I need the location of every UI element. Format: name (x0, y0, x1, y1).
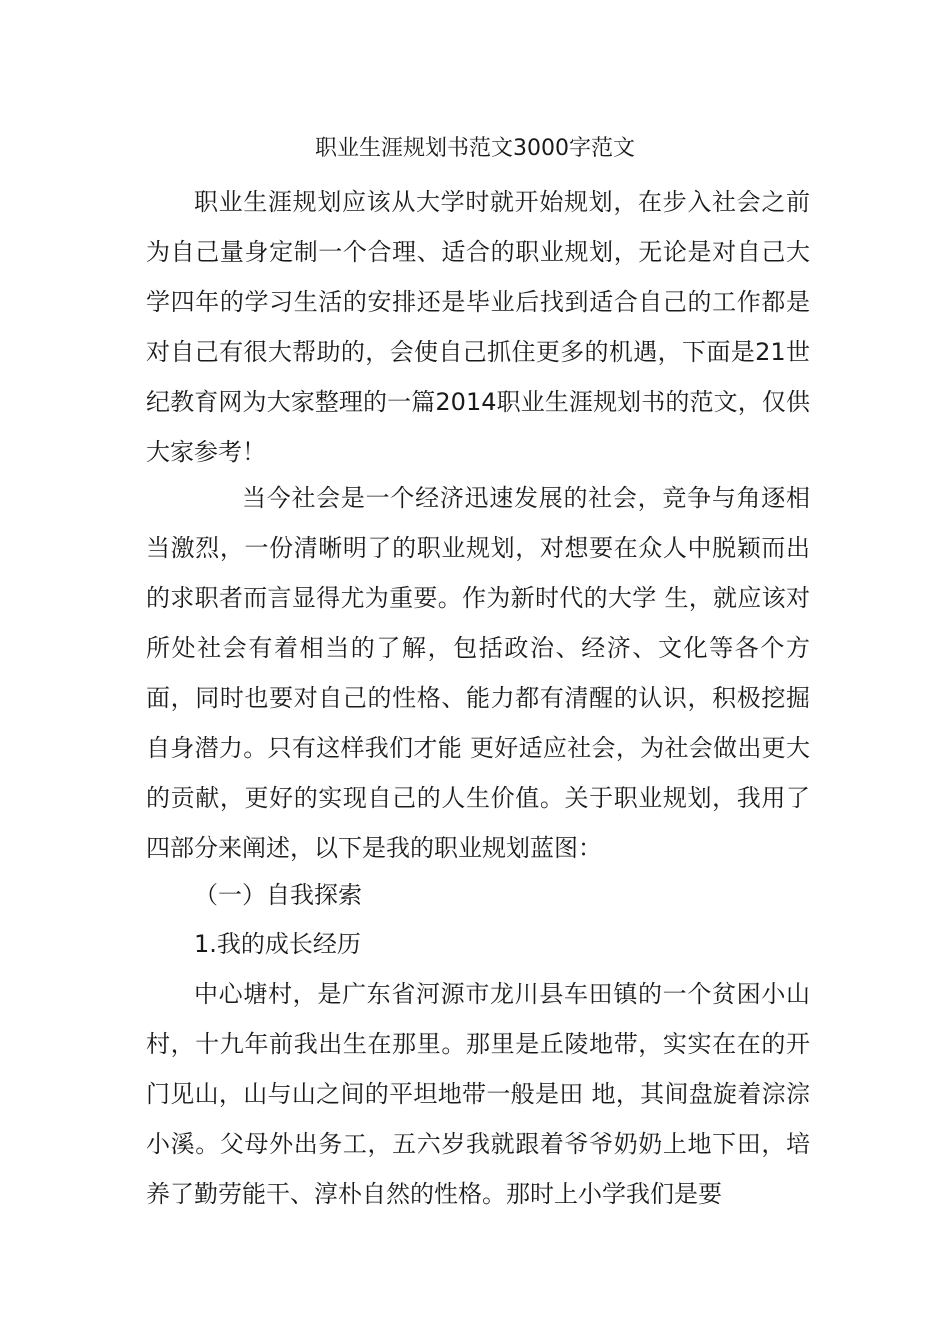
intro-paragraph: 职业生涯规划应该从大学时就开始规划，在步入社会之前为自己量身定制一个合理、适合的职业规划，无论是对自己大学四年的学习生活的安排还是毕业后找到适合自己的工作都是对自己有很大帮助的，会使自己抓住更多的机遇，下面是21世纪教育网为大家整理的一篇2014职业生涯规划书的范文，仅供大家参考！ (146, 188, 810, 466)
growth-paragraph: 中心塘村，是广东省河源市龙川县车田镇的一个贫困小山村，十九年前我出生在那里。那里是丘陵地带，实实在在的开门见山，山与山之间的平坦地带一般是田 地，其间盘旋着淙淙小溪。父母外出务工，五六岁我就跟着爷爷奶奶上地下田，培养了勤劳能干、淳朴自然的性格。那时上小学我们是要 (146, 980, 810, 1208)
section-heading: （一）自我探索 (194, 881, 362, 909)
document-title: 职业生涯规划书范文3000字范文 (315, 136, 635, 161)
subsection-heading: 1.我的成长经历 (194, 930, 361, 958)
society-paragraph: 当今社会是一个经济迅速发展的社会，竞争与角逐相当激烈，一份清晰明了的职业规划，对想要在众人中脱颖而出的求职者而言显得尤为重要。作为新时代的大学 生，就应该对所处社会有着相当的了解，包括政治、经济、文化等各个方面，同时也要对自己的性格、能力都有清醒的认识，积极挖掘自身潜力。只有这样我们才能 更好适应社会，为社会做出更大的贡献，更好的实现自己的人生价值。关于职业规划，我用了四部分来阐述，以下是我的职业规划蓝图： (146, 484, 810, 862)
